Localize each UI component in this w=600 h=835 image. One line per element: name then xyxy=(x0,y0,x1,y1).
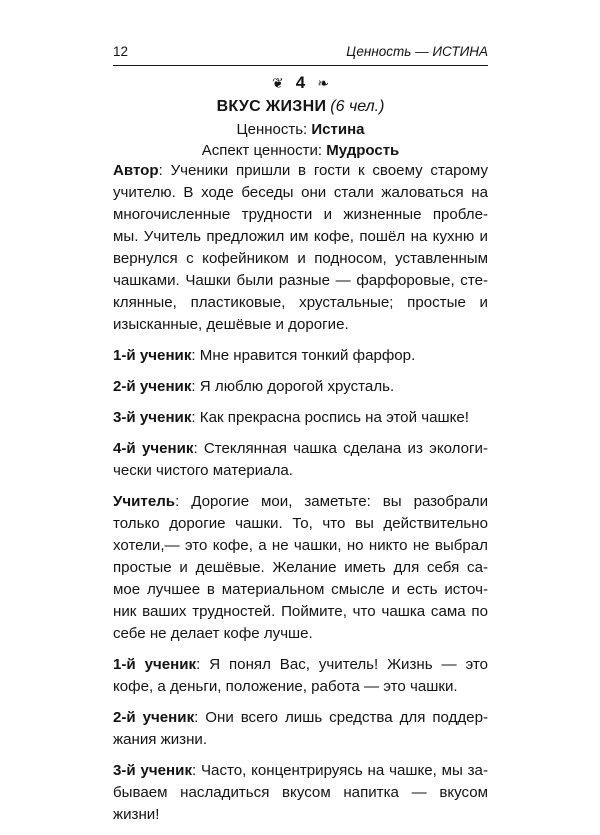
line-text: : Мне нравится тонкий фарфор. xyxy=(191,347,416,364)
line-text: вернулся с кофейником и подносом, уставленным xyxy=(113,250,488,267)
line-text: : Стеклянная чашка сделана из экологи- xyxy=(193,440,488,457)
aspect-name: Мудрость xyxy=(326,142,400,159)
value-row xyxy=(113,119,488,140)
text-line xyxy=(113,513,488,535)
speaker-name: 4-й ученик xyxy=(113,440,194,457)
aspect-label: Аспект ценности: xyxy=(201,142,323,159)
speaker-name: 2-й ученик xyxy=(113,709,195,726)
text-line xyxy=(113,460,488,482)
line-text: : Я люблю дорогой хрусталь. xyxy=(191,378,395,395)
text-line xyxy=(113,160,488,182)
dialogue-paragraph xyxy=(113,707,488,751)
line-text: только дорогие чашки. То, что вы действительно xyxy=(113,515,488,532)
text-line xyxy=(113,782,488,804)
line-text: жания жизни. xyxy=(113,731,208,748)
text-line xyxy=(113,376,488,398)
text-line xyxy=(113,407,488,429)
line-text: мое лучшее в материальном смысле и есть источ- xyxy=(113,581,488,598)
scene-heading xyxy=(113,72,488,161)
text-line xyxy=(113,579,488,601)
line-text: многочисленные трудности и жизненные пробле- xyxy=(113,206,488,223)
text-line xyxy=(113,204,488,226)
text-line xyxy=(113,314,488,336)
text-line xyxy=(113,623,488,645)
line-text: учителю. В ходе беседы они стали жаловаться на xyxy=(113,184,488,201)
line-text: кофе, а деньги, положение, работа — это чашки. xyxy=(113,678,458,695)
speaker-name: 1-й ученик xyxy=(113,656,197,673)
line-text: себе не делает кофе лучше. xyxy=(113,625,313,642)
value-name: Истина xyxy=(311,121,365,138)
line-text: : Часто, концентрируясь на чашке, мы за- xyxy=(192,762,488,779)
scene-title-row xyxy=(113,95,488,119)
text-line xyxy=(113,248,488,270)
text-line xyxy=(113,601,488,623)
header-rule xyxy=(113,65,488,66)
running-head-section: Ценность — ИСТИНА xyxy=(346,44,488,59)
aspect-row xyxy=(113,140,488,161)
dialogue-paragraph xyxy=(113,654,488,698)
scene-title: ВКУС ЖИЗНИ xyxy=(216,98,327,115)
text-line xyxy=(113,182,488,204)
line-text: : Ученики пришли в гости к своему старому xyxy=(158,162,488,179)
speaker-name: Учитель xyxy=(113,493,176,510)
text-line xyxy=(113,226,488,248)
running-head xyxy=(113,44,488,64)
scene-number: 4 xyxy=(295,73,306,92)
scene-number-row xyxy=(113,72,488,94)
dialogue-paragraph xyxy=(113,345,488,367)
dialogue-paragraph xyxy=(113,491,488,645)
line-text: : Я понял Вас, учитель! Жизнь — это xyxy=(196,656,488,673)
line-text: жизни! xyxy=(113,806,160,823)
text-line xyxy=(113,654,488,676)
dialogue-paragraph xyxy=(113,760,488,826)
speaker-name: 3-й ученик xyxy=(113,762,192,779)
text-line xyxy=(113,804,488,826)
text-line xyxy=(113,491,488,513)
page-number: 12 xyxy=(113,44,129,59)
speaker-name: 2-й ученик xyxy=(113,378,192,395)
text-line xyxy=(113,729,488,751)
line-text: бываем насладиться вкусом напитка — вкусом xyxy=(113,784,488,801)
value-label: Ценность: xyxy=(236,121,308,138)
line-text: : Как прекрасна роспись на этой чашке! xyxy=(191,409,469,426)
dialogue-paragraph xyxy=(113,376,488,398)
fleuron-right-icon: ❧ xyxy=(317,75,329,91)
line-text: чески чистого материала. xyxy=(113,462,293,479)
line-text: хотели,— это кофе, а не чашки, но никто не выбрал xyxy=(113,537,488,554)
text-line xyxy=(113,345,488,367)
line-text: мы. Учитель предложил им кофе, пошёл на кухню и xyxy=(113,228,488,245)
dialogue-paragraph xyxy=(113,407,488,429)
dialogue-paragraph xyxy=(113,438,488,482)
line-text: изысканные, дешёвые и дорогие. xyxy=(113,316,349,333)
line-text: чашками. Чашки были разные — фарфоровые, сте- xyxy=(113,272,488,289)
line-text: простые и дешёвые. Желание иметь для себя са- xyxy=(113,559,488,576)
fleuron-left-icon: ❦ xyxy=(272,75,284,91)
text-line xyxy=(113,760,488,782)
scene-cast: (6 чел.) xyxy=(330,98,385,115)
text-line xyxy=(113,535,488,557)
text-line xyxy=(113,676,488,698)
line-text: : Они всего лишь средства для поддер- xyxy=(194,709,488,726)
speaker-name: Автор xyxy=(113,162,159,179)
text-line xyxy=(113,292,488,314)
line-text: ник ваших трудностей. Поймите, что чашка сама по xyxy=(113,603,488,620)
text-line xyxy=(113,438,488,460)
dialogue-body xyxy=(113,160,488,835)
text-line xyxy=(113,557,488,579)
dialogue-paragraph xyxy=(113,160,488,336)
speaker-name: 1-й ученик xyxy=(113,347,192,364)
text-line xyxy=(113,270,488,292)
speaker-name: 3-й ученик xyxy=(113,409,192,426)
text-line xyxy=(113,707,488,729)
line-text: клянные, пластиковые, хрустальные; простые и xyxy=(113,294,488,311)
line-text: : Дорогие мои, заметьте: вы разобрали xyxy=(175,493,488,510)
